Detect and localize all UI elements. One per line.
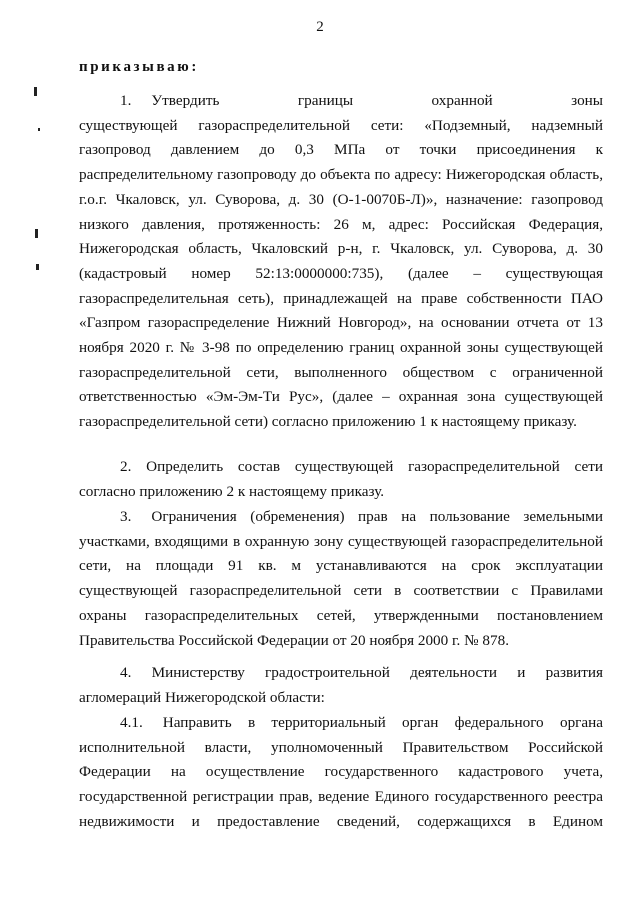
paragraph-1-number: 1.	[120, 92, 132, 109]
paragraph-3-number: 3.	[120, 508, 132, 525]
margin-mark-1	[34, 87, 37, 96]
paragraph-3-text: Ограничения (обременения) прав на пользование земельными участками, входящими в охранную зону существующей газораспределительной сети, на площади 91 кв. м устанавливаются на срок эксплуатации существующей газораспределительной сети в соответствии с Правилами охраны газораспределительных сетей, утвержденными постановлением Правительства Российской Федерации от 20 ноября 2000 г. № 878.	[79, 508, 603, 649]
paragraph-1	[79, 89, 603, 435]
paragraph-4-1-text: Направить в территориальный орган федерального органа исполнительной власти, уполномоченный Правительством Российской Федерации на осуществление государственного кадастрового учета, государственной регистрации прав, ведение Единого государственного реестра недвижимости и предоставление сведений, содержащихся в Едином	[79, 714, 603, 830]
paragraph-4-1-number: 4.1.	[120, 714, 143, 731]
paragraph-1-first-line: Утвердить границы охранной зоны существующей	[79, 92, 603, 134]
order-heading: приказываю:	[79, 59, 199, 75]
paragraph-2-text: 2. Определить состав существующей газораспределительной сети согласно приложению 2 к настоящему приказу.	[79, 458, 603, 500]
margin-mark-4	[36, 264, 39, 270]
paragraph-4-1	[79, 711, 603, 835]
margin-mark-3	[35, 229, 38, 238]
paragraph-2	[79, 455, 603, 504]
paragraph-4-text: 4. Министерству градостроительной деятельности и развития агломераций Нижегородской области:	[79, 664, 603, 706]
paragraph-4	[79, 661, 603, 710]
paragraph-3	[79, 505, 603, 653]
paragraph-1-text: газораспределительной сети: «Подземный, надземный газопровод давлением до 0,3 МПа от точки присоединения к распределительному газопроводу до объекта по адресу: Нижегородская область, г.о.г. Чкаловск, ул. Суворова, д. 30 (О-1-0070Б-Л)», назначение: газопровод низкого давления, протяженность: 26 м, адрес: Российская Федерация, Нижегородская область, Чкаловский р-н, г. Чкаловск, ул. Суворова, д. 30 (кадастровый номер 52:13:0000000:735), (далее – существующая газораспределительная сеть), принадлежащей на праве собственности ПАО «Газпром газораспределение Нижний Новгород», на основании отчета от 13 ноября 2020 г. № 3-98 по определению границ охранной зоны существующей газораспределительной сети, выполненного обществом с ограниченной ответственностью «Эм-Эм-Ти Рус», (далее – охранная зона существующей газораспределительной сети) согласно приложению 1 к настоящему приказу.	[79, 116, 603, 431]
margin-mark-2	[38, 128, 40, 131]
page-number: 2	[316, 19, 324, 35]
